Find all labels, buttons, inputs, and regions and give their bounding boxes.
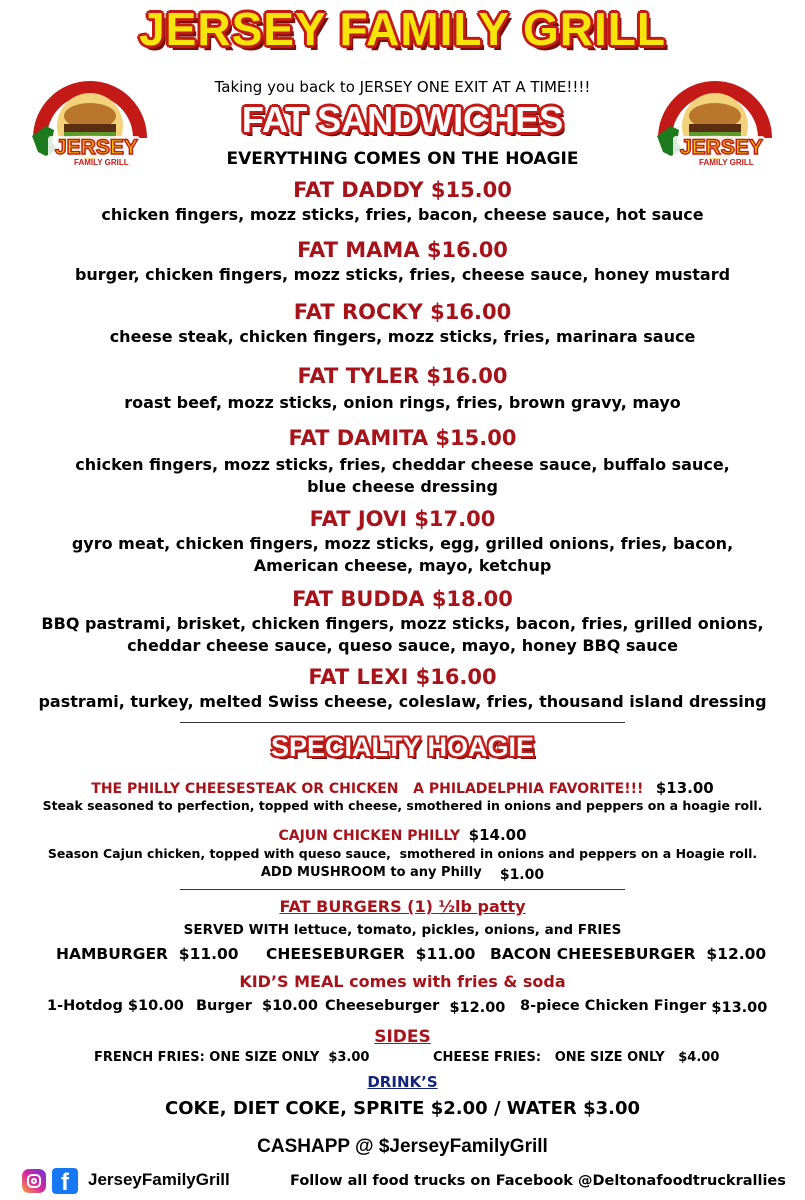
kids-item: Cheeseburger $12.00: [325, 998, 506, 1016]
side-item-cheese-fries: CHEESE FRIES: ONE SIZE ONLY $4.00: [433, 1050, 720, 1065]
burgers-served: SERVED WITH lettuce, tomato, pickles, onions, and FRIES: [183, 922, 622, 938]
kids-item: 8-piece Chicken Finger $13.00: [520, 998, 768, 1016]
menu-item-desc: chicken fingers, mozz sticks, fries, bacon, cheese sauce, hot sauce: [101, 205, 704, 224]
svg-text:FAMILY GRILL: FAMILY GRILL: [699, 158, 754, 167]
menu-item-desc: American cheese, mayo, ketchup: [253, 556, 552, 575]
drinks-line: COKE, DIET COKE, SPRITE $2.00 / WATER $3.00: [164, 1098, 640, 1119]
menu-item-desc: pastrami, turkey, melted Swiss cheese, coleslaw, fries, thousand island dressing: [38, 692, 767, 711]
side-item-fries: FRENCH FRIES: ONE SIZE ONLY $3.00: [94, 1050, 370, 1065]
instagram-icon[interactable]: [22, 1169, 46, 1193]
facebook-icon[interactable]: f: [52, 1168, 78, 1194]
menu-item-name: FAT TYLER $16.00: [297, 364, 508, 388]
kids-heading: KID’S MEAL comes with fries & soda: [239, 972, 566, 991]
menu-item-desc: cheese steak, chicken fingers, mozz sticks, fries, marinara sauce: [109, 327, 696, 346]
menu-item-name: FAT MAMA $16.00: [297, 238, 508, 262]
drinks-heading: DRINK’S: [367, 1073, 438, 1091]
divider: [180, 889, 625, 890]
svg-text:FAMILY GRILL: FAMILY GRILL: [74, 158, 129, 167]
divider: [180, 722, 625, 723]
menu-item-name: FAT ROCKY $16.00: [293, 300, 512, 324]
menu-item-desc: gyro meat, chicken fingers, mozz sticks, egg, grilled onions, fries, bacon,: [71, 534, 734, 553]
menu-item-name: FAT DAMITA $15.00: [288, 426, 517, 450]
cajun-price: $14.00: [468, 826, 527, 844]
menu-item-name: FAT BUDDA $18.00: [292, 587, 513, 611]
philly-title: THE PHILLY CHEESESTEAK OR CHICKEN A PHILADELPHIA FAVORITE!!!: [91, 781, 644, 797]
menu-item-name: FAT DADDY $15.00: [293, 178, 512, 202]
sides-heading: SIDES: [374, 1027, 431, 1047]
menu-item-name: FAT JOVI $17.00: [309, 507, 496, 531]
mushroom-row: [0, 864, 805, 883]
burgers-heading: FAT BURGERS (1) ½lb patty: [279, 897, 526, 916]
cajun-desc: Season Cajun chicken, topped with queso sauce, smothered in onions and peppers on a Hoagie roll.: [47, 846, 758, 861]
mushroom-price: $1.00: [499, 867, 545, 883]
kids-item: Burger $10.00: [196, 998, 318, 1014]
social-handle[interactable]: JerseyFamilyGrill: [88, 1170, 230, 1189]
tagline: Taking you back to JERSEY ONE EXIT AT A TIME!!!!: [214, 78, 591, 96]
hoagie-note: EVERYTHING COMES ON THE HOAGIE: [226, 149, 579, 169]
philly-desc: Steak seasoned to perfection, topped with cheese, smothered in onions and peppers on a hoagie roll.: [42, 798, 763, 813]
burger-item: HAMBURGER $11.00: [56, 945, 239, 963]
menu-item-desc: blue cheese dressing: [307, 477, 498, 496]
philly-price: $13.00: [655, 779, 714, 797]
svg-text:JERSEY: JERSEY: [680, 136, 763, 159]
follow-text: Follow all food trucks on Facebook @Deltonafoodtruckrallies: [290, 1173, 786, 1189]
cashapp: CASHAPP @ $JerseyFamilyGrill: [257, 1136, 548, 1157]
burger-item: CHEESEBURGER $11.00: [266, 945, 476, 963]
menu-item-desc: BBQ pastrami, brisket, chicken fingers, mozz sticks, bacon, fries, grilled onions,: [41, 614, 764, 633]
menu-item-desc: cheddar cheese sauce, queso sauce, mayo, honey BBQ sauce: [127, 636, 678, 655]
menu-item-desc: burger, chicken fingers, mozz sticks, fries, cheese sauce, honey mustard: [74, 265, 731, 284]
mushroom-text: ADD MUSHROOM to any Philly: [260, 865, 482, 880]
cajun-title-row: [0, 826, 805, 844]
menu-item-desc: chicken fingers, mozz sticks, fries, cheddar cheese sauce, buffalo sauce,: [75, 455, 730, 474]
specialty-hoagie-heading: SPECIALTY HOAGIE: [270, 732, 535, 762]
menu-item-desc: roast beef, mozz sticks, onion rings, fries, brown gravy, mayo: [124, 393, 681, 412]
menu-item-name: FAT LEXI $16.00: [308, 665, 497, 689]
philly-title-row: [0, 779, 805, 797]
svg-text:JERSEY: JERSEY: [55, 136, 138, 159]
kids-item: 1-Hotdog $10.00: [47, 998, 184, 1014]
fat-sandwiches-heading: FAT SANDWICHES: [241, 99, 564, 140]
cajun-title: CAJUN CHICKEN PHILLY: [278, 828, 461, 844]
burger-item: BACON CHEESEBURGER $12.00: [490, 945, 767, 963]
restaurant-title: JERSEY FAMILY GRILL: [139, 3, 666, 55]
